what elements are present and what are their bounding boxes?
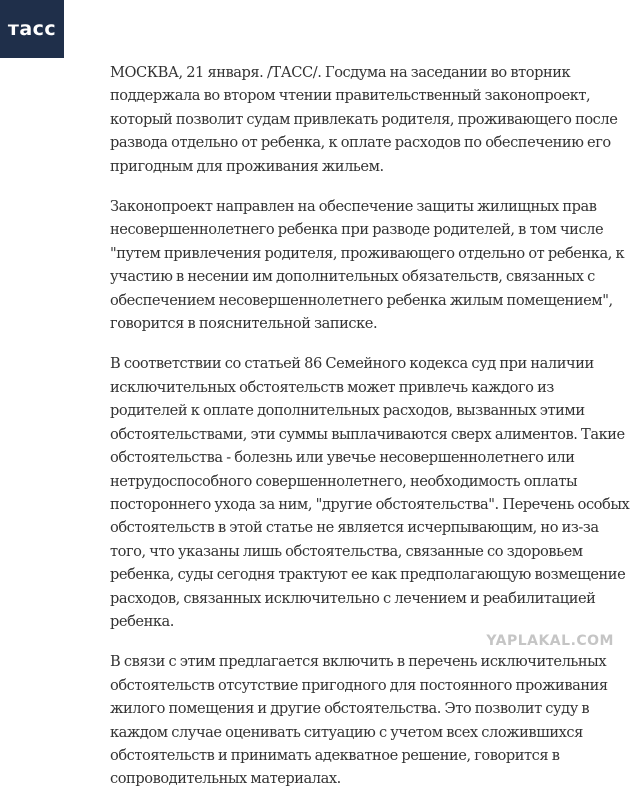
article-paragraph-1: МОСКВА, 21 января. /ТАСС/. Госдума на заседании во вторник поддержала во втором чтении правительственный законопроект, который позволит судам привлекать родителя, проживающего после развода отдельно от ребенка, к оплате расходов по обеспечению его пригодным для проживания жильем. (110, 64, 618, 175)
article-body (110, 61, 630, 808)
article-paragraph-4: В связи с этим предлагается включить в перечень исключительных обстоятельств отсутствие пригодного для постоянного проживания жилого помещения и другие обстоятельства. Это позволит суду в каждом случае оценивать ситуацию с учетом всех сложившихся обстоятельств и принимать адекватное решение, говорится в сопроводительных материалах. (110, 653, 608, 788)
logo-text: тасс (7, 18, 57, 40)
tass-logo[interactable] (0, 0, 64, 58)
watermark: YAPLAKAL.COM (486, 633, 614, 649)
article-paragraph-2: Законопроект направлен на обеспечение защиты жилищных прав несовершеннолетнего ребенка при разводе родителей, в том числе "путем привлечения родителя, проживающего отдельно от ребенка, к участию в несении им дополнительных обязательств, связанных с обеспечением несовершеннолетнего ребенка жилым помещением", говорится в пояснительной записке. (110, 198, 625, 333)
article-paragraph-3: В соответствии со статьей 86 Семейного кодекса суд при наличии исключительных обстоятельств может привлечь каждого из родителей к оплате дополнительных расходов, вызванных этими обстоятельствами, эти суммы выплачиваются сверх алиментов. Такие обстоятельства - болезнь или увечье несовершеннолетнего или нетрудоспособного совершеннолетнего, необходимость оплаты постороннего ухода за ним, "другие обстоятельства". Перечень особых обстоятельств в этой статье не является исчерпывающим, но из-за того, что указаны лишь обстоятельства, связанные со здоровьем ребенка, суды сегодня трактуют ее как предполагающую возмещение расходов, связанных исключительно с лечением и реабилитацией ребенка. (110, 355, 630, 630)
site-header (0, 0, 640, 60)
